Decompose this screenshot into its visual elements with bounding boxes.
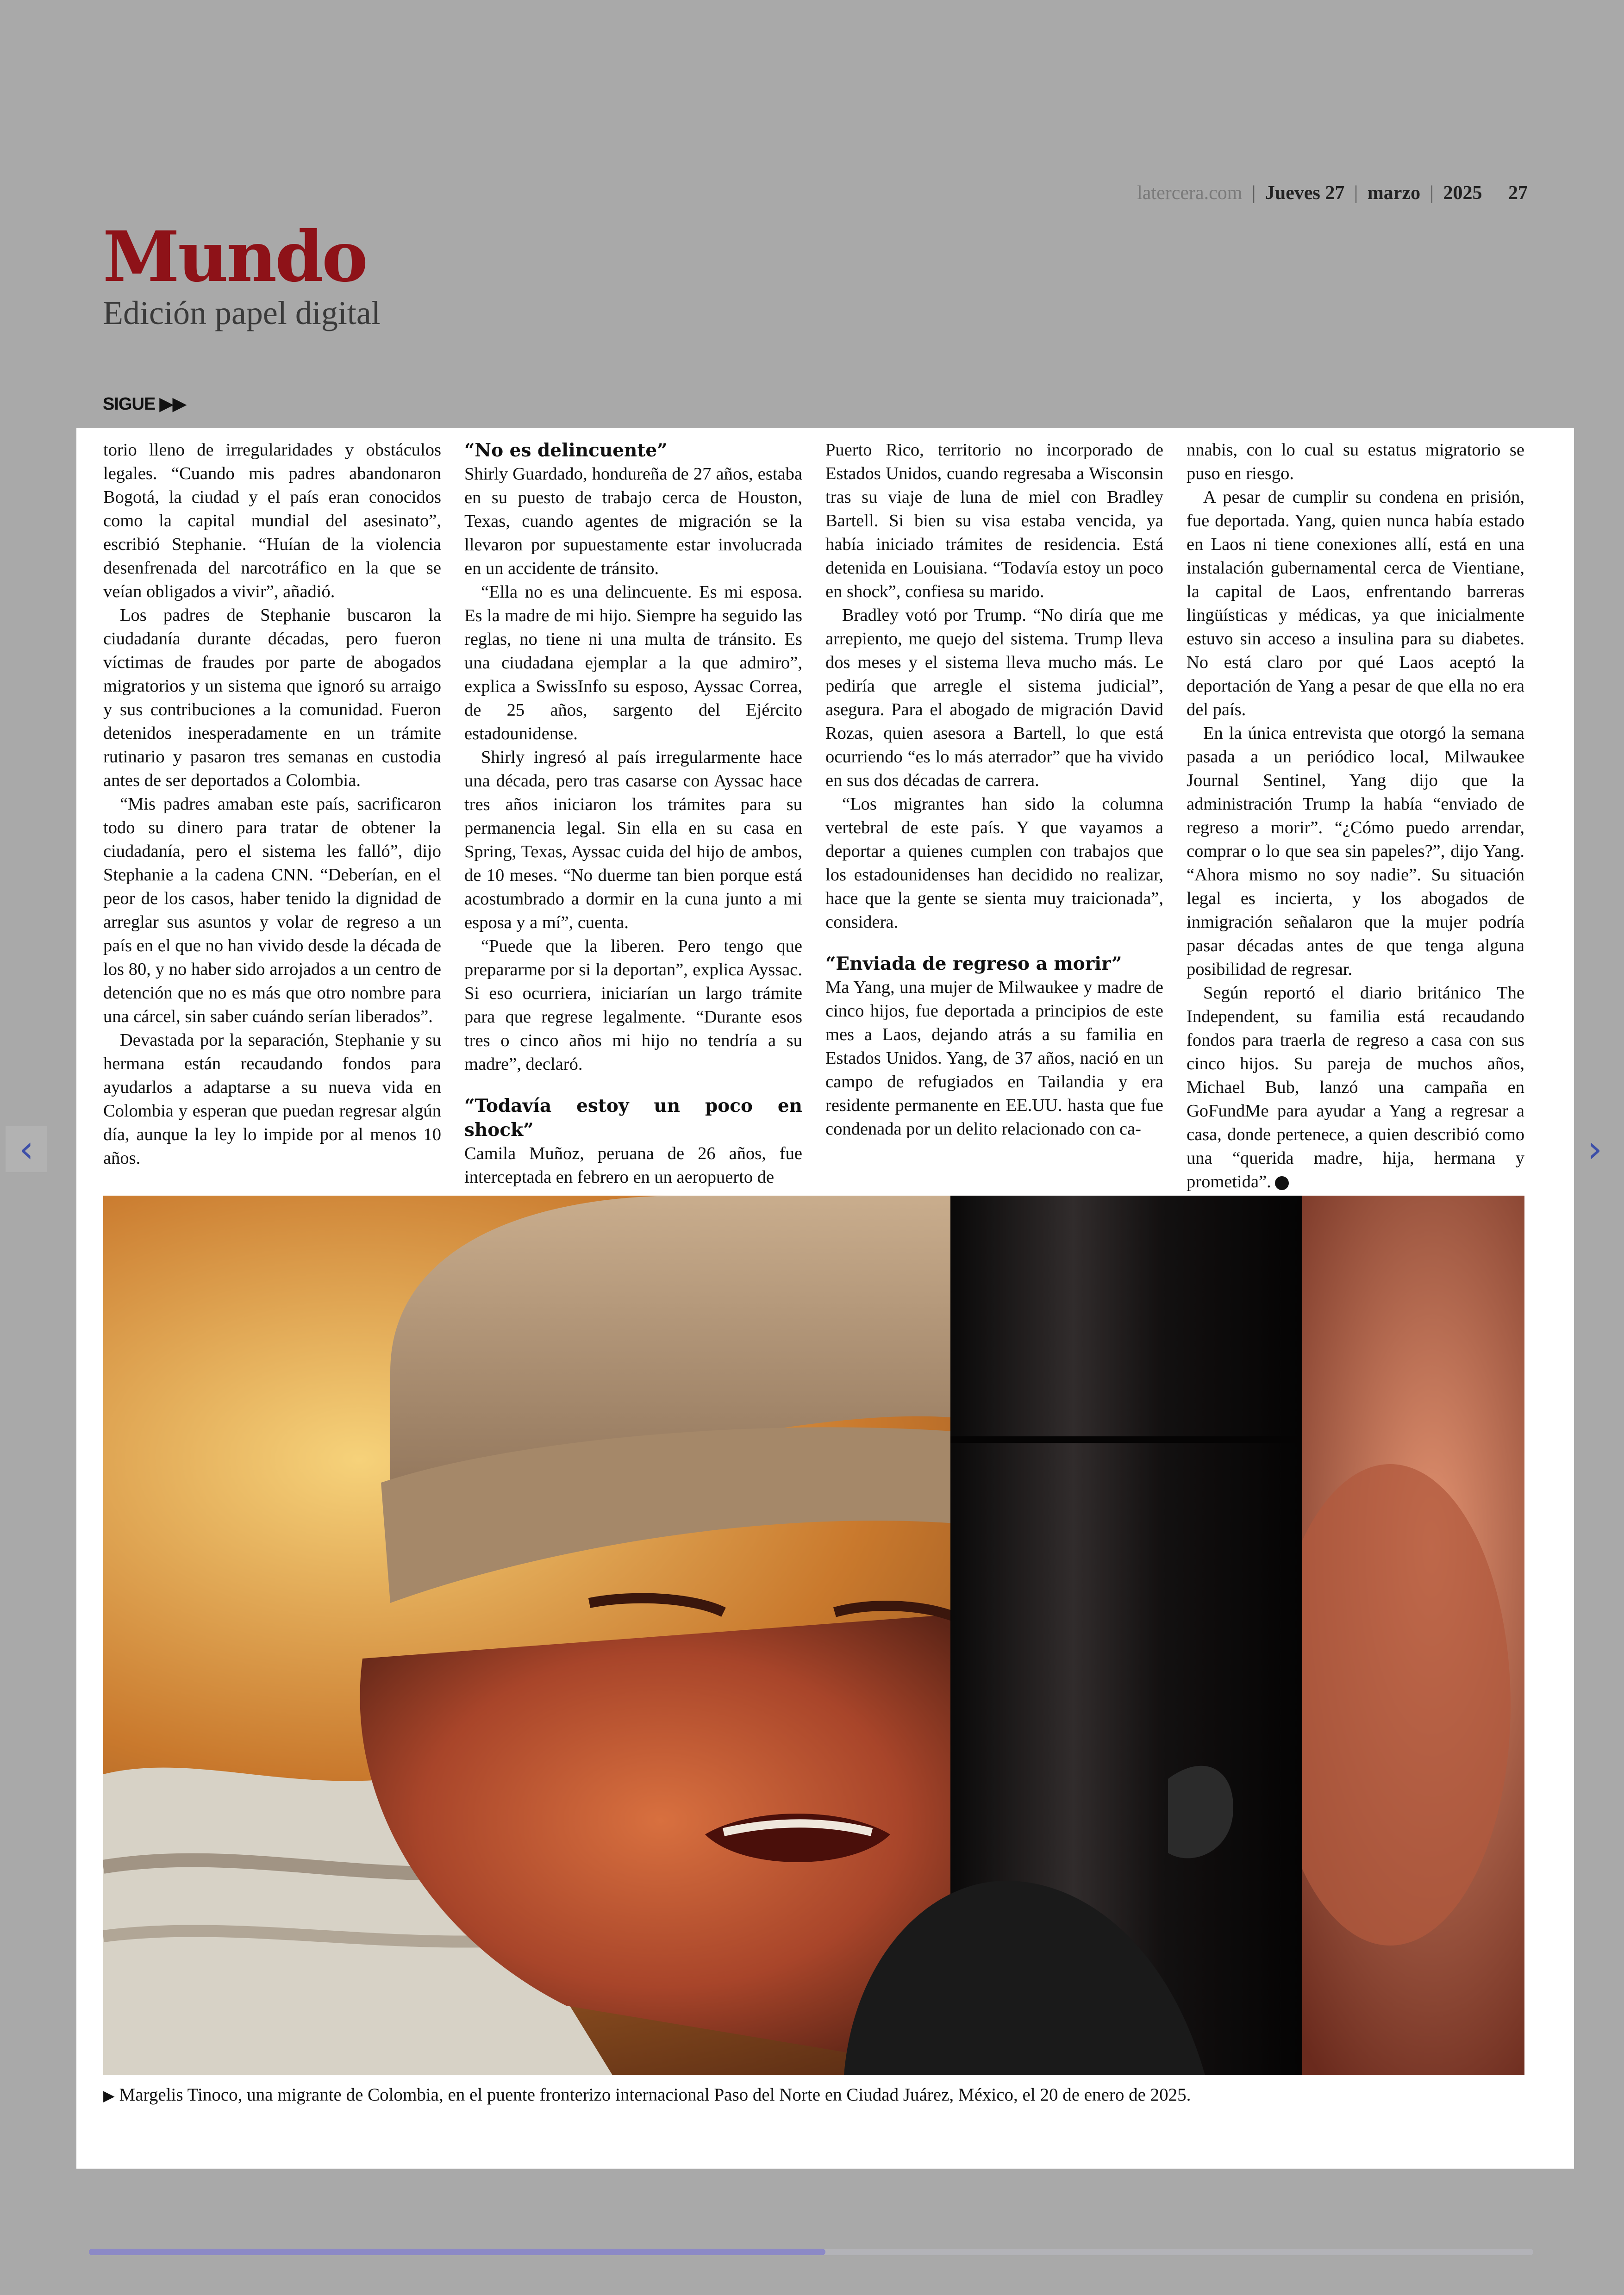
paragraph: torio lleno de irregularidades y obstáculos legales. “Cuando mis padres abandonaron Bogotá, la ciudad y el país eran conocidos como la capital mundial del asesinato”, escribió Stephanie. “Huían de la violencia desenfrenada del narcotráfico en la que se veían obligados a vivir”, añadió.	[103, 440, 441, 601]
paragraph: Shirly Guardado, hondureña de 27 años, estaba en su puesto de trabajo cerca de Houston, Texas, cuando agentes de migración se la llevaron por supuestamente estar involucrada en un accidente de tránsito.	[464, 464, 802, 578]
reading-progress-bar[interactable]	[89, 2249, 1533, 2255]
subheading: “No es delincuente”	[464, 440, 668, 461]
paragraph: Puerto Rico, territorio no incorporado de Estados Unidos, cuando regresaba a Wisconsin tras su viaje de luna de miel con Bradley Bartell. Si bien su visa estaba vencida, ya había iniciado trámites de residencia. Está detenida en Louisiana. “Todavía estoy un poco en shock”, confiesa su marido.	[825, 440, 1163, 601]
section-title: Mundo	[103, 216, 367, 298]
paragraph: “Mis padres amaban este país, sacrificaron todo su dinero para tratar de obtener la ciudadanía, pero el sistema les falló”, dijo Stephanie a la cadena CNN. “Deberían, en el peor de los casos, haber tenido la dignidad de arreglar sus asuntos y volar de regreso a un país en el que no han vivido desde la década de los 80, y no haber sido arrojados a un centro de detención que no es más que otro nombre para una cárcel, sin saber cuándo serían liberados”.	[103, 794, 441, 1026]
subheading: “Todavía estoy un poco en shock”	[464, 1095, 802, 1141]
chevron-right-icon: ›	[1587, 1127, 1602, 1171]
date-weekday-day: Jueves 27	[1265, 182, 1345, 204]
subheading: “Enviada de regreso a morir”	[825, 953, 1122, 974]
continue-label: SIGUE ▶▶	[103, 394, 186, 414]
paragraph: A pesar de cumplir su condena en prisión, fue deportada. Yang, quien nunca había estado en Laos ni tiene conexiones allí, está en una instalación gubernamental cerca de Vientiane, la capital de Laos, enfrentando barreras lingüísticas y médicas, ya que inicialmente estuvo sin acceso a insulina para su diabetes. No está claro por qué Laos aceptó la deportación de Yang a pesar de que ella no era del país.	[1187, 487, 1524, 719]
paragraph: Shirly ingresó al país irregularmente hace una década, pero tras casarse con Ayssac hace tres años iniciaron los trámites para su permanencia legal. Sin ella en su casa en Spring, Texas, Ayssac cuida del hijo de ambos, de 10 meses. “No duerme tan bien porque está acostumbrado a dormir en la cuna junto a mi esposa y a mí”, cuenta.	[464, 748, 802, 932]
masthead-info	[1018, 182, 1528, 204]
end-mark-icon	[1275, 1176, 1289, 1190]
paragraph: “Ella no es una delincuente. Es mi esposa. Es la madre de mi hijo. Siempre ha seguido las reglas, no tiene ni una multa de tránsito. Es una ciudadana ejemplar a la que admiro”, explica a SwissInfo su esposo, Ayssac Correa, de 25 años, sargento del Ejército estadounidense.	[464, 582, 802, 743]
reading-progress-fill	[89, 2249, 825, 2255]
paragraph: “Los migrantes han sido la columna vertebral de este país. Y que vayamos a deportar a quienes cumplen con trabajos que los estadounidenses han decidido no realizar, hace que la gente se sienta muy traicionada”, considera.	[825, 794, 1163, 932]
paragraph: Camila Muñoz, peruana de 26 años, fue interceptada en febrero en un aeropuerto de	[464, 1144, 802, 1187]
paragraph: Bradley votó por Trump. “No diría que me arrepiento, me quejo del sistema. Trump lleva dos meses y el sistema lleva mucho más. Le pediría que arregle el sistema judicial”, asegura. Para el abogado de migración David Rozas, quien asesora a Bartell, lo que está ocurriendo “es lo más aterrador” que ha vivido en sus dos décadas de carrera.	[825, 605, 1163, 790]
paragraph: Ma Yang, una mujer de Milwaukee y madre de cinco hijos, fue deportada a principios de este mes a Laos, dejando atrás a su familia en Estados Unidos. Yang, de 37 años, nació en un campo de refugiados en Tailandia y era residente permanente en EE.UU. hasta que fue condenada por un delito relacionado con ca-	[825, 978, 1163, 1139]
paragraph-text: Según reportó el diario británico The Independent, su familia está recaudando fondos para traerla de regreso a casa con sus cinco hijos. Su pareja de muchos años, Michael Bub, lanzó una campaña en GoFundMe para ayudar a Yang a regresar a casa, donde pertenece, a quien describió como una “querida madre, hija, hermana y prometida”.	[1187, 983, 1524, 1191]
paragraph: Los padres de Stephanie buscaron la ciudadanía durante décadas, pero fueron víctimas de fraudes por parte de abogados migratorios y un sistema que ignoró su arraigo y sus contribuciones a la comunidad. Fueron detenidos inesperadamente en un trámite rutinario y pasaron tres semanas en custodia antes de ser deportados a Colombia.	[103, 605, 441, 790]
paragraph: En la única entrevista que otorgó la semana pasada a un periódico local, Milwaukee Journal Sentinel, Yang dijo que la administración Trump la había “enviado de regreso a morir”. “¿Cómo puedo arrendar, comprar o lo que sea sin papeles?”, dijo Yang. “Ahora mismo no soy nadie”. Su situación legal es incierta, y los abogados de inmigración señalaron que la mujer podría pasar décadas antes de que tenga alguna posibilidad de regresar.	[1187, 723, 1524, 979]
article-photo	[103, 1196, 1524, 2075]
date-year: 2025	[1443, 182, 1482, 204]
caption-marker-icon: ▶	[103, 2087, 115, 2104]
photo-illustration	[103, 1196, 1524, 2075]
separator: |	[1354, 182, 1358, 204]
paragraph	[1187, 981, 1524, 1194]
previous-page-button[interactable]	[6, 1126, 47, 1172]
photo-caption	[103, 2084, 1524, 2105]
page-number: 27	[1508, 182, 1528, 204]
date-month: marzo	[1367, 182, 1421, 204]
separator: |	[1251, 182, 1256, 204]
site-name: latercera.com	[1137, 182, 1243, 204]
section-subtitle: Edición papel digital	[103, 294, 381, 331]
separator: |	[1430, 182, 1434, 204]
paragraph: “Puede que la liberen. Pero tengo que prepararme por si la deportan”, explica Ayssac. Si eso ocurriera, iniciarían un largo trámite para que regrese legalmente. “Durante esos tres o cinco años mi hijo no tendría a su madre”, declaró.	[464, 936, 802, 1074]
paragraph: nnabis, con lo cual su estatus migratorio se puso en riesgo.	[1187, 440, 1524, 483]
paragraph: Devastada por la separación, Stephanie y su hermana están recaudando fondos para ayudarlos a adaptarse a su nueva vida en Colombia y esperan que puedan regresar algún día, aunque la ley lo impide por al menos 10 años.	[103, 1030, 441, 1168]
caption-text: Margelis Tinoco, una migrante de Colombia, en el puente fronterizo internacional Paso del Norte en Ciudad Juárez, México, el 20 de enero de 2025.	[119, 2085, 1191, 2105]
chevron-left-icon: ‹	[19, 1127, 34, 1171]
next-page-button[interactable]	[1574, 1126, 1616, 1172]
newspaper-page	[76, 428, 1574, 2169]
